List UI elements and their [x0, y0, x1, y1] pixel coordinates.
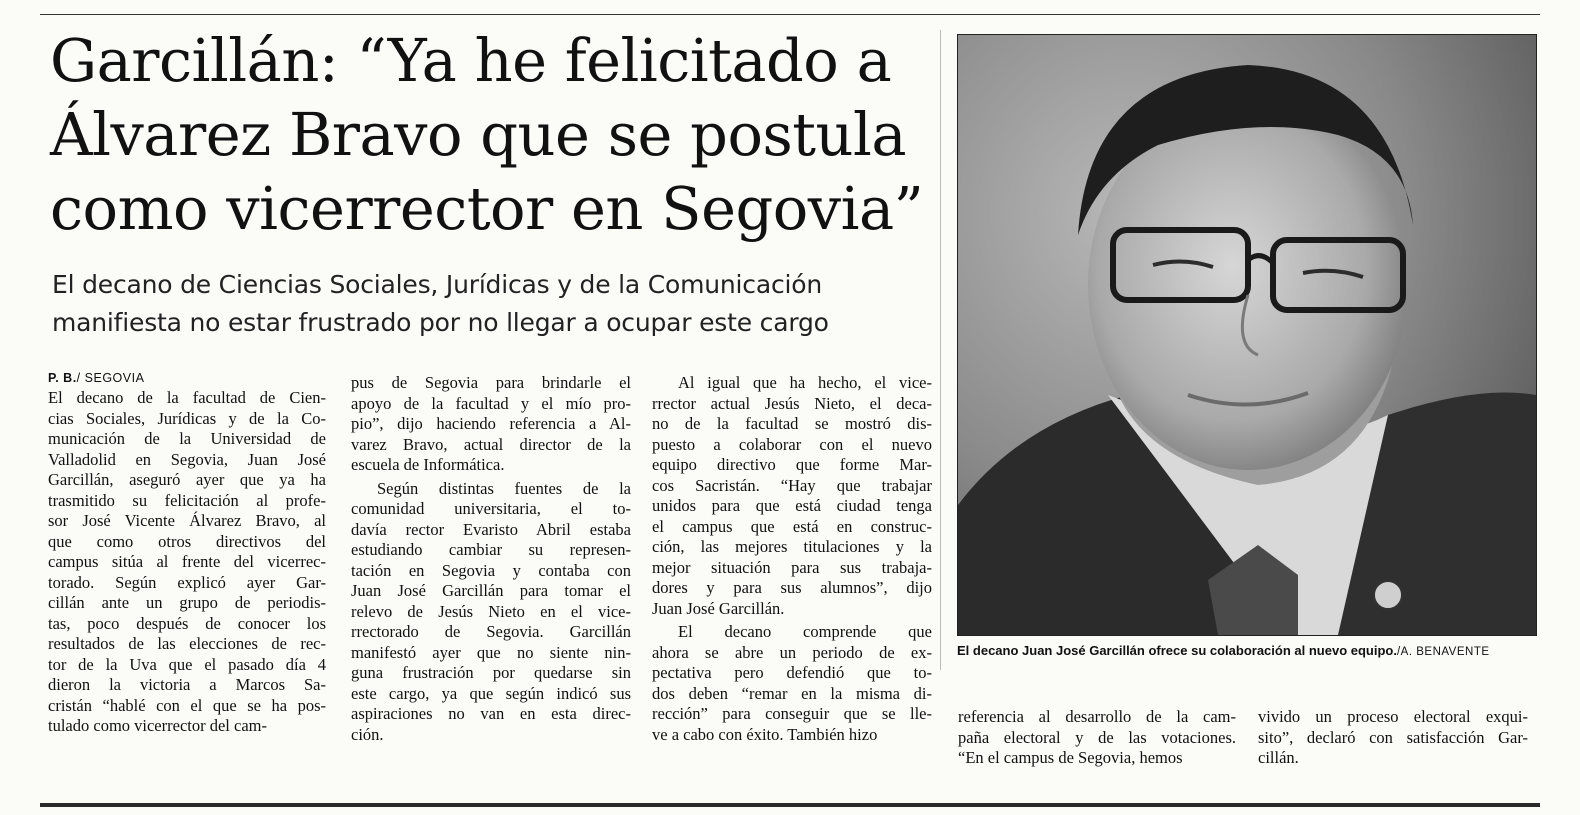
column-4-text [958, 707, 1236, 769]
column-divider [940, 30, 941, 670]
body-text-line: Juan José Garcillán. [652, 598, 785, 618]
body-text-line: cias Sociales, Jurídicas y de la Co- [48, 408, 326, 428]
article-column-3 [652, 373, 932, 745]
byline [48, 368, 326, 388]
body-text-line: davía rector Evaristo Abril estaba [351, 519, 631, 539]
byline-author: P. B. [48, 371, 77, 385]
body-text-line: que como otros directivos del [48, 531, 326, 551]
article-column-4 [958, 707, 1236, 769]
body-text-line: el campus que está en construc- [652, 516, 932, 536]
body-text-line: Valladolid en Segovia, Juan José [48, 449, 326, 469]
body-text-line: municación de la Universidad de [48, 429, 326, 448]
article-column-5 [1258, 707, 1528, 769]
body-text-line: varez Bravo, actual director de la [351, 434, 631, 454]
body-text-line: pio”, dijo haciendo referencia a Al- [351, 414, 631, 433]
body-text-line: guna frustración por quedarse sin [351, 663, 631, 682]
subheadline-line: manifiesta no estar frustrado por no llegar a ocupar este cargo [52, 308, 829, 337]
body-text-line: estudiando cambiar su represen- [351, 540, 631, 559]
body-text-line: equipo directivo que forme Mar- [652, 455, 932, 474]
body-text-line: torado. Según explicó ayer Gar- [48, 572, 326, 592]
body-text-line: Juan José Garcillán para tomar el [351, 581, 631, 600]
body-text-line: escuela de Informática. [351, 455, 505, 474]
body-text-line: “En el campus de Segovia, hemos [958, 748, 1183, 767]
body-text-line: rrector actual Jesús Nieto, el deca- [652, 393, 932, 413]
body-text-line: pectativa pero defendió que to- [652, 663, 932, 682]
body-text-line: comunidad universitaria, el to- [351, 499, 631, 518]
body-text-line: sito”, declaró con satisfacción Gar- [1258, 727, 1528, 747]
body-text-line: unidos para que está ciudad tenga [652, 496, 932, 515]
body-text-line: este cargo, ya que según indicó sus [351, 683, 631, 703]
body-text-line: pus de Segovia para brindarle el [351, 373, 631, 392]
body-text-line: referencia al desarrollo de la cam- [958, 707, 1236, 726]
body-text-line: sor José Vicente Álvarez Bravo, al [48, 511, 326, 530]
body-text-line: dores y para sus alumnos”, dijo [652, 578, 932, 597]
column-2-text [351, 373, 631, 745]
portrait-photo [957, 34, 1537, 636]
photo-caption [957, 643, 1557, 658]
top-rule [40, 14, 1540, 15]
byline-location: SEGOVIA [84, 371, 145, 385]
photo-credit: /A. BENAVENTE [1396, 646, 1490, 658]
body-text-line: ve a cabo con éxito. También hizo [652, 724, 878, 744]
body-text-line: paña electoral y de las votaciones. [958, 727, 1236, 747]
body-text-line: El decano comprende que [678, 622, 932, 641]
body-text-line: cos Sacristán. “Hay que trabajar [652, 475, 932, 495]
portrait-illustration [958, 35, 1536, 635]
body-text-line: manifestó ayer que no siente nin- [351, 642, 631, 662]
headline-line: Álvarez Bravo que se postula [50, 100, 906, 169]
body-text-line: resultados de las elecciones de rec- [48, 634, 326, 653]
column-3-text [652, 373, 932, 745]
body-text-line: tación en Segovia y contaba con [351, 560, 631, 580]
body-text-line: ción, las mejores titulaciones y la [652, 537, 932, 556]
body-text-line: rección” para conseguir que se lle- [652, 704, 932, 723]
headline-line: como vicerrector en Segovia” [50, 174, 924, 243]
body-text-line: trasmitido su felicitación al profe- [48, 490, 326, 510]
body-text-line: apoyo de la facultad y el mío pro- [351, 393, 631, 413]
body-text-line: cillán. [1258, 748, 1299, 767]
body-text-line: ahora se abre un periodo de ex- [652, 642, 932, 662]
subheadline-line: El decano de Ciencias Sociales, Jurídicas y de la Comunicación [52, 270, 822, 299]
body-text-line: dos deben “remar en la misma di- [652, 683, 932, 703]
headline [50, 24, 930, 246]
article-column-1 [48, 368, 326, 737]
bottom-rule [40, 803, 1540, 807]
body-text-line: Al igual que ha hecho, el vice- [678, 373, 932, 392]
body-text-line: El decano de la facultad de Cien- [48, 388, 326, 407]
body-text-line: no de la facultad se mostró dis- [652, 414, 932, 433]
body-text-line: puesto a colaborar con el nuevo [652, 434, 932, 454]
body-text-line: cristán “hablé con el que se ha pos- [48, 695, 326, 715]
body-text-line: tor de la Uva que el pasado día 4 [48, 654, 326, 674]
body-text-line: tulado como vicerrector del cam- [48, 716, 267, 735]
body-text-line: Garcillán, aseguró ayer que ya ha [48, 470, 326, 489]
byline-separator: / [76, 371, 81, 385]
column-5-text [1258, 707, 1528, 769]
body-text-line: tas, poco después de conocer los [48, 613, 326, 633]
body-text-line: dieron la victoria a Marcos Sa- [48, 675, 326, 694]
headline-line: Garcillán: “Ya he felicitado a [50, 26, 892, 95]
body-text-line: ción. [351, 724, 384, 744]
body-text-line: relevo de Jesús Nieto en el vice- [351, 601, 631, 621]
body-text-line: campus sitúa al frente del vicerrec- [48, 552, 326, 571]
body-text-line: cillán ante un grupo de periodis- [48, 593, 326, 612]
article-column-2 [351, 373, 631, 745]
body-text-line: vivido un proceso electoral exqui- [1258, 707, 1528, 726]
column-1-text [48, 388, 326, 737]
subheadline [52, 266, 922, 342]
body-text-line: Según distintas fuentes de la [377, 478, 631, 498]
body-text-line: mejor situación para sus trabaja- [652, 557, 932, 577]
body-text-line: aspiraciones no van en esta direc- [351, 704, 631, 723]
body-text-line: rrectorado de Segovia. Garcillán [351, 622, 631, 641]
caption-text: El decano Juan José Garcillán ofrece su colaboración al nuevo equipo. [957, 643, 1397, 658]
